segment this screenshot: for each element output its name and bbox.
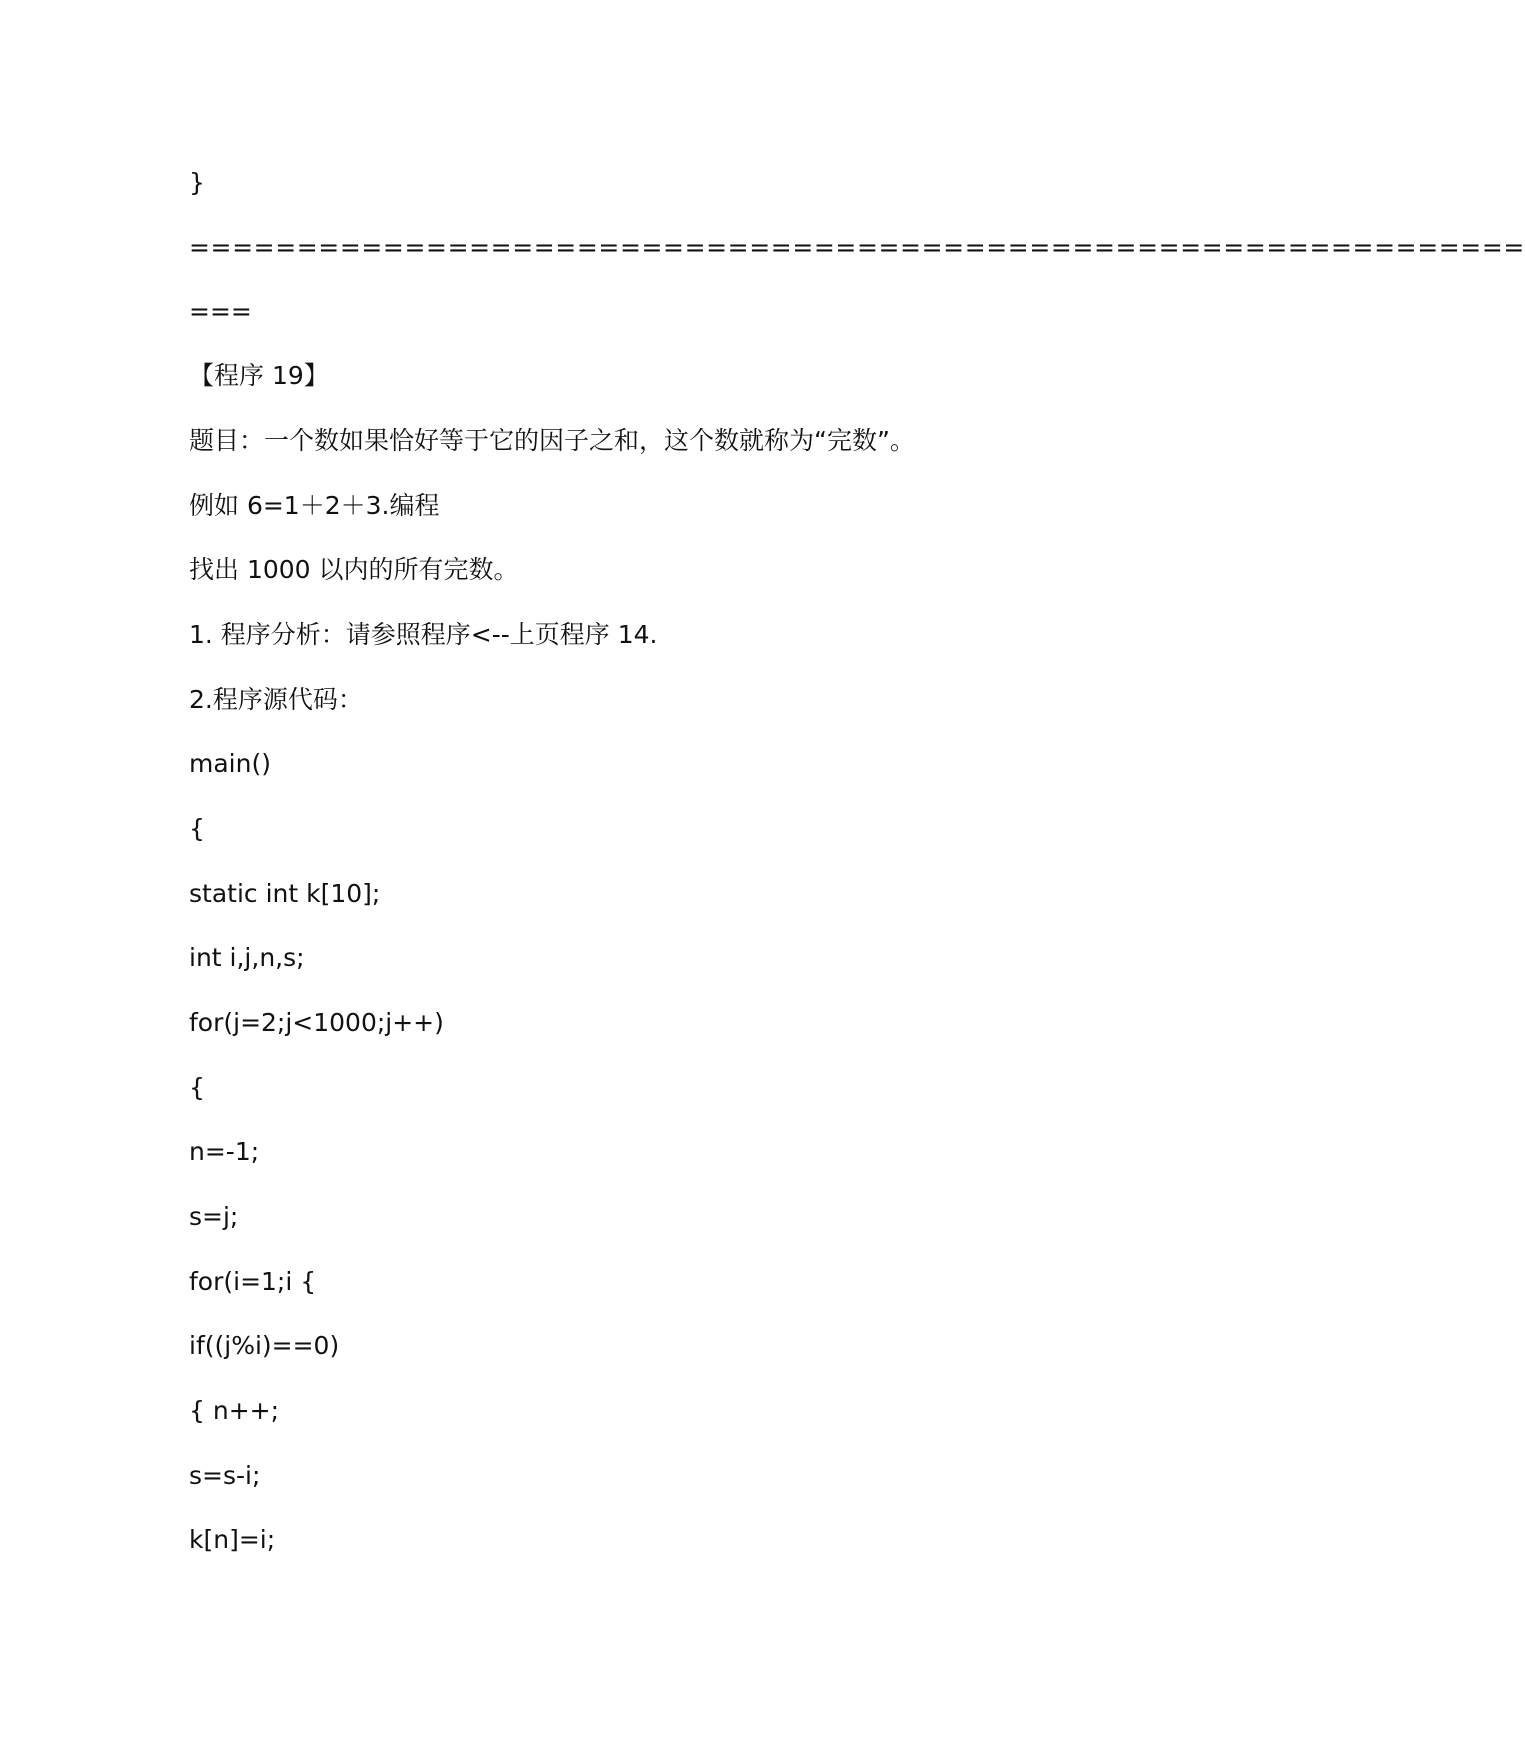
code-line: static int k[10]; bbox=[189, 879, 381, 908]
code-line: if((j%i)==0) bbox=[189, 1331, 340, 1360]
analysis-note: 1. 程序分析：请参照程序<--上页程序 14. bbox=[189, 620, 658, 649]
code-line: for(i=1;i { bbox=[189, 1267, 317, 1296]
problem-statement: 题目：一个数如果恰好等于它的因子之和，这个数就称为“完数”。 bbox=[189, 426, 915, 455]
closing-brace: } bbox=[189, 168, 205, 197]
code-line: { n++; bbox=[189, 1396, 280, 1425]
separator-line-continued: === bbox=[189, 297, 252, 326]
code-line: main() bbox=[189, 749, 271, 778]
problem-task: 找出 1000 以内的所有完数。 bbox=[189, 555, 519, 584]
problem-example: 例如 6=1＋2＋3.编程 bbox=[189, 491, 440, 520]
code-line: n=-1; bbox=[189, 1137, 260, 1166]
code-line: { bbox=[189, 1073, 205, 1102]
program-heading: 【程序 19】 bbox=[189, 361, 329, 390]
code-line: k[n]=i; bbox=[189, 1525, 276, 1554]
code-line: s=j; bbox=[189, 1202, 239, 1231]
source-code-heading: 2.程序源代码： bbox=[189, 685, 363, 714]
code-line: int i,j,n,s; bbox=[189, 943, 305, 972]
code-line: { bbox=[189, 814, 205, 843]
separator-line: ============================================================== bbox=[189, 233, 1525, 262]
code-line: for(j=2;j<1000;j++) bbox=[189, 1008, 444, 1037]
code-line: s=s-i; bbox=[189, 1461, 261, 1490]
